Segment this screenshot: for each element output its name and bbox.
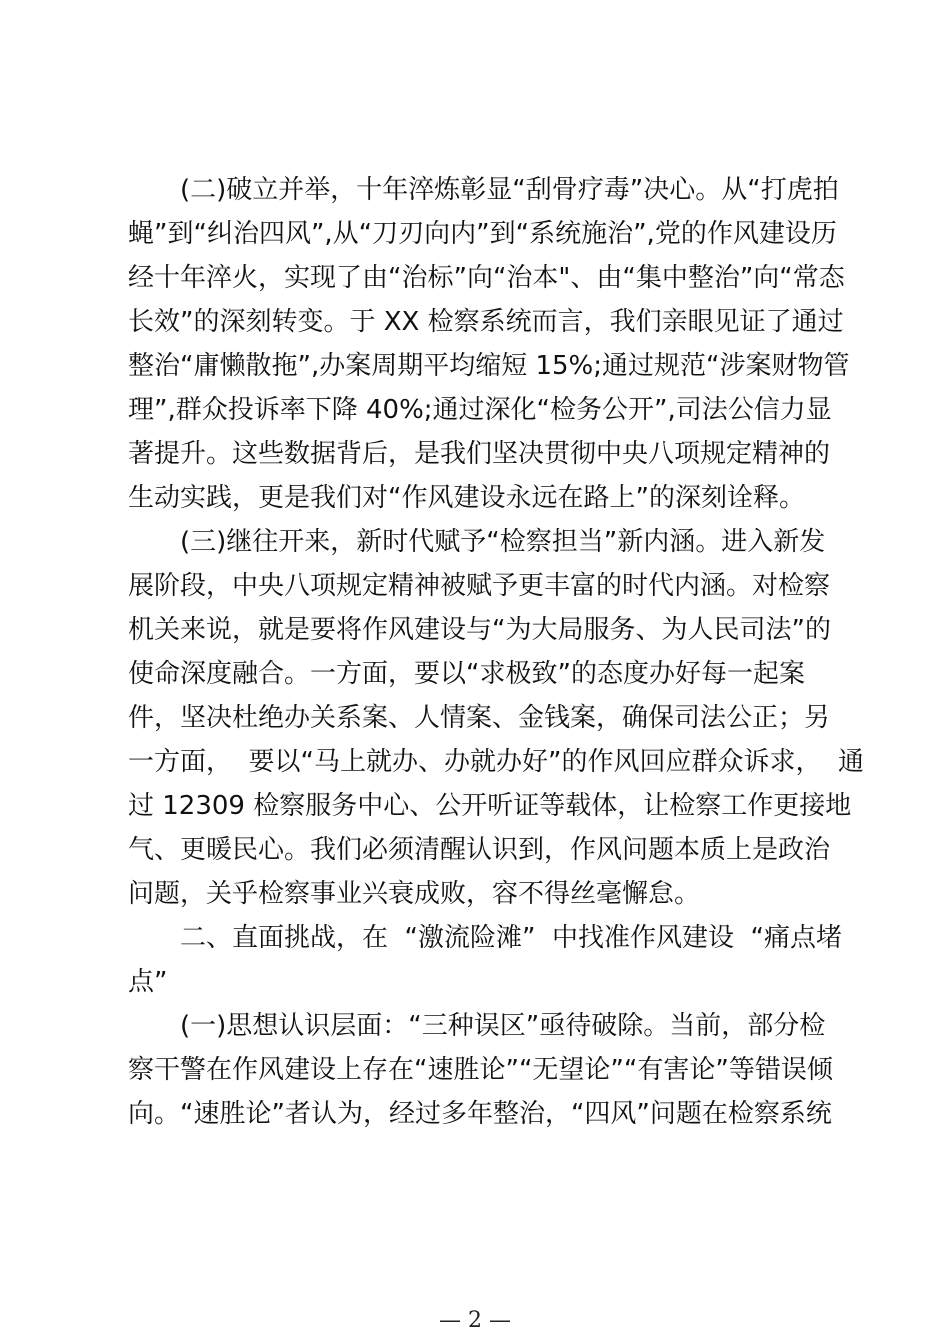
paragraph-line: 生动实践，更是我们对“作风建设永远在路上”的深刻诠释。: [128, 483, 805, 513]
paragraph-line: 著提升。这些数据背后，是我们坚决贯彻中央八项规定精神的: [128, 439, 831, 469]
paragraph-line: 展阶段，中央八项规定精神被赋予更丰富的时代内涵。对检察: [128, 571, 831, 601]
paragraph-line: 气、更暖民心。我们必须清醒认识到，作风问题本质上是政治: [128, 835, 831, 865]
paragraph-line: (二)破立并举，十年淬炼彰显“刮骨疗毒”决心。从“打虎拍: [180, 175, 839, 205]
section-heading-line: 点”: [128, 967, 168, 997]
paragraph-line: 过 12309 检察服务中心、公开听证等载体，让检察工作更接地: [128, 791, 852, 821]
paragraph-line: 整治“庸懒散拖”,办案周期平均缩短 15%;通过规范“涉案财物管: [128, 351, 850, 381]
paragraph-line: 使命深度融合。一方面，要以“求极致”的态度办好每一起案: [128, 659, 805, 689]
paragraph-line: 经十年淬火，实现了由“治标”向“治本"、由“集中整治”向“常态: [128, 263, 845, 293]
paragraph-line: 向。“速胜论”者认为，经过多年整治，“四风”问题在检察系统: [128, 1099, 832, 1129]
section-heading-line: 二、直面挑战，在 “激流险滩” 中找准作风建设 “痛点堵: [180, 923, 842, 953]
paragraph-line: (一)思想认识层面：“三种误区”亟待破除。当前，部分检: [180, 1011, 826, 1041]
paragraph-line: 问题，关乎检察事业兴衰成败，容不得丝毫懈怠。: [128, 879, 701, 909]
paragraph-line: 察干警在作风建设上存在“速胜论”“无望论”“有害论”等错误倾: [128, 1055, 833, 1085]
paragraph-line: 机关来说，就是要将作风建设与“为大局服务、为人民司法”的: [128, 615, 831, 645]
paragraph-line: 理”,群众投诉率下降 40%;通过深化“检务公开”,司法公信力显: [128, 395, 832, 425]
paragraph-line: 一方面， 要以“马上就办、办就办好”的作风回应群众诉求， 通: [128, 747, 864, 777]
paragraph-line: 件，坚决杜绝办关系案、人情案、金钱案，确保司法公正；另: [128, 703, 831, 733]
paragraph-line: 长效”的深刻转变。于 XX 检察系统而言，我们亲眼见证了通过: [128, 307, 844, 337]
paragraph-line: 蝇”到“纠治四风”,从“刀刃向内”到“系统施治”,党的作风建设历: [128, 219, 837, 249]
paragraph-line: (三)继往开来，新时代赋予“检察担当”新内涵。进入新发: [180, 527, 826, 557]
page-number: — 2 —: [439, 1308, 511, 1333]
